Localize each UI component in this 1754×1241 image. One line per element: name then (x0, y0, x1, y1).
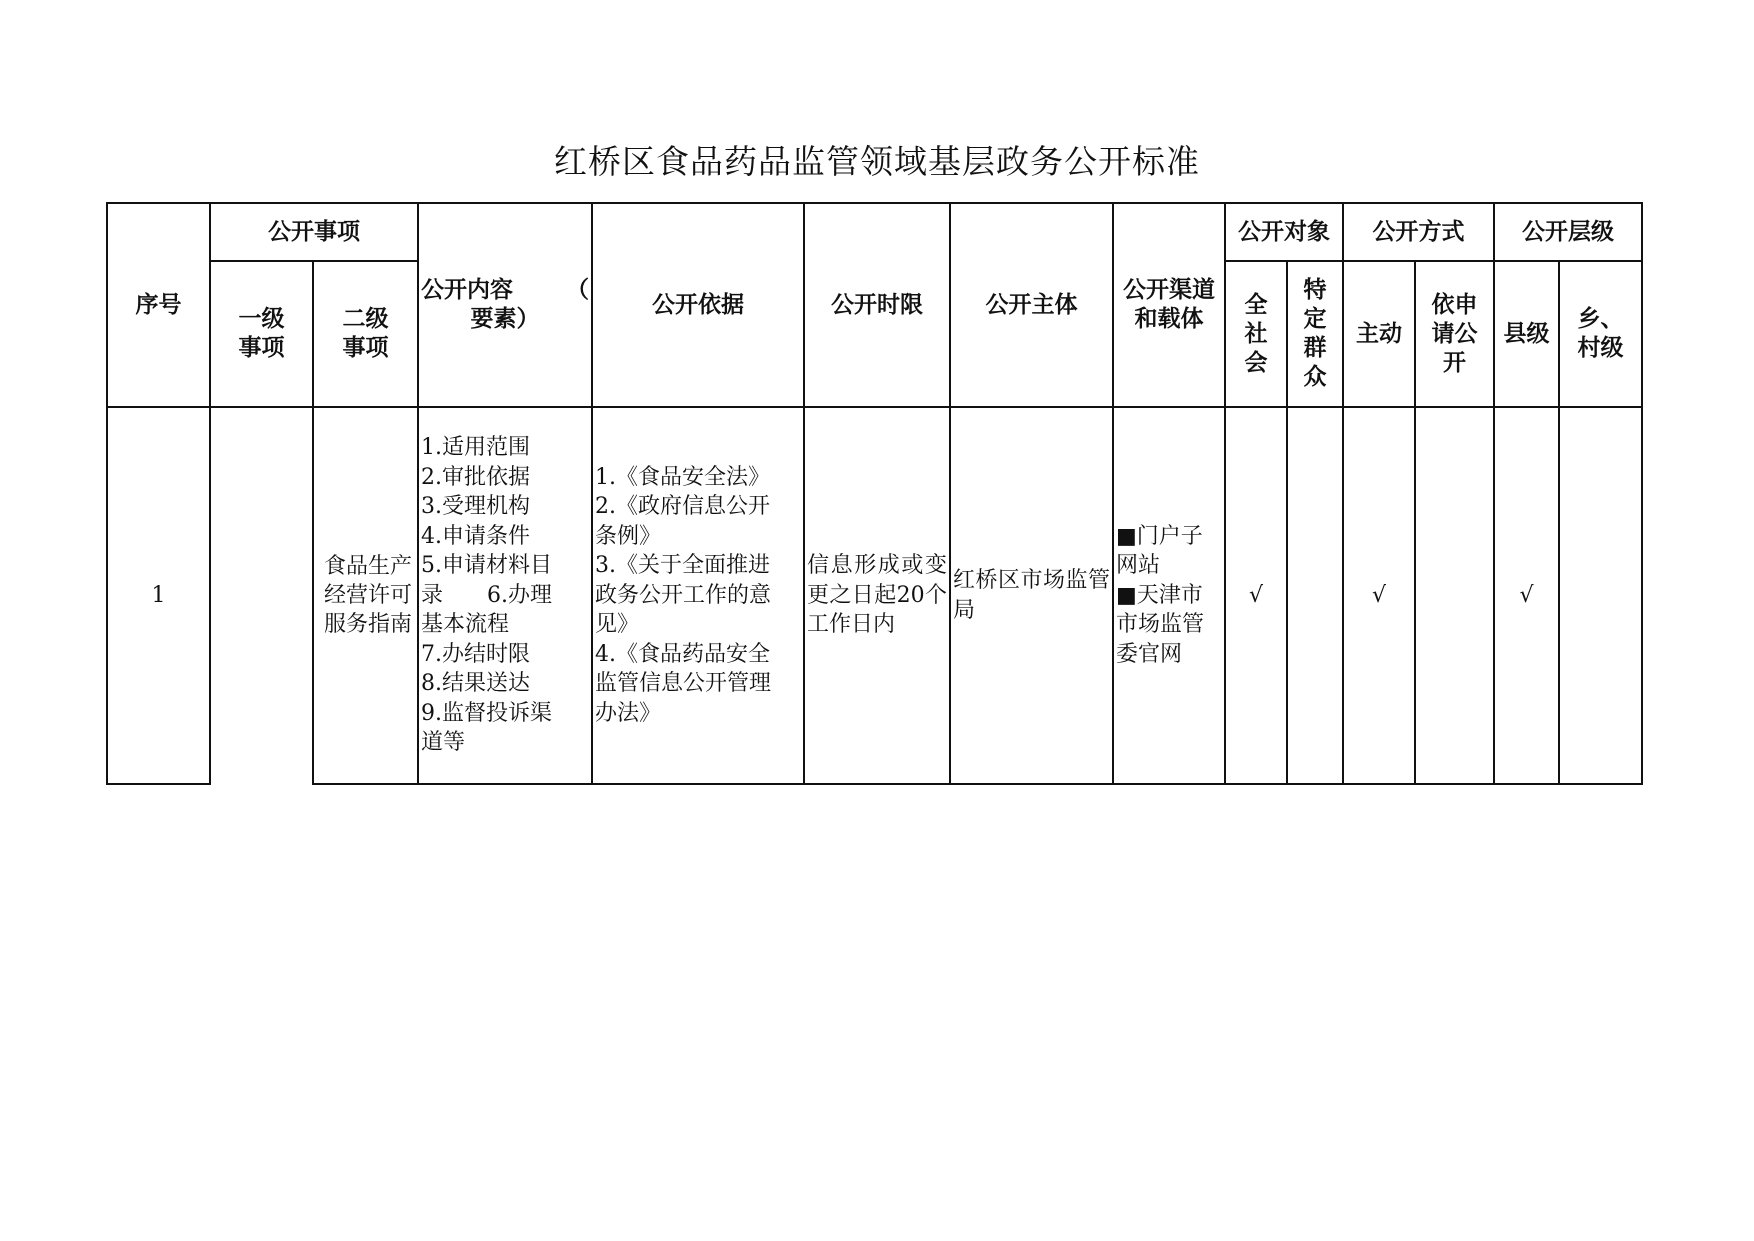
header-method-active: 主动 (1343, 261, 1415, 407)
content-line: 9.监督投诉渠 (421, 700, 552, 726)
content-line: 道等 (421, 730, 466, 756)
row-time-limit: 信息形成或变更之日起20个工作日内 (804, 407, 950, 784)
header-content-part2: （ (566, 277, 589, 303)
basis-line: 4.《食品药品安全 (595, 641, 770, 667)
channel-line: ■门户子 (1116, 523, 1203, 549)
row-level1 (210, 407, 313, 784)
disclosure-standard-table (106, 202, 1643, 785)
basis-line: 3.《关于全面推进 (595, 553, 770, 579)
header-channel-line1: 公开渠道 (1123, 277, 1215, 303)
row-level-county-check: √ (1494, 407, 1559, 784)
content-line: 基本流程 (421, 612, 510, 638)
channel-line: ■天津市 (1116, 582, 1203, 608)
content-line: 1.适用范围 (421, 435, 530, 461)
header-level-village (1559, 261, 1642, 407)
header-method-group: 公开方式 (1343, 203, 1494, 261)
header-seq: 序号 (107, 203, 210, 407)
channel-line: 网站 (1116, 553, 1161, 579)
row-target-specific-check (1287, 407, 1343, 784)
row-basis (592, 407, 804, 784)
header-level-village-line2: 村级 (1577, 335, 1624, 361)
header-level1: 一级事项 (210, 261, 313, 407)
header-subject: 公开主体 (950, 203, 1113, 407)
row-target-all-check: √ (1225, 407, 1287, 784)
header-level-county: 县级 (1494, 261, 1559, 407)
header-content-part1: 公开内容 (421, 277, 513, 303)
header-row-1 (107, 203, 1642, 261)
table-row (107, 407, 1642, 784)
basis-line: 条例》 (595, 523, 662, 549)
header-basis: 公开依据 (592, 203, 804, 407)
content-line: 4.申请条件 (421, 523, 530, 549)
page-title: 红桥区食品药品监管领域基层政务公开标准 (554, 142, 1200, 181)
channel-line: 委官网 (1116, 641, 1183, 667)
channel-line: 市场监管 (1116, 612, 1205, 638)
header-method-request-line3: 开 (1443, 349, 1466, 376)
header-item-group: 公开事项 (210, 203, 418, 261)
content-line: 7.办结时限 (421, 641, 530, 667)
content-line: 录 6.办理 (421, 582, 552, 608)
row-method-active-check: √ (1343, 407, 1415, 784)
header-channel (1113, 203, 1225, 407)
header-content-part3: 要素） (470, 306, 540, 332)
header-level-village-line1: 乡、 (1577, 306, 1624, 332)
header-method-request (1415, 261, 1494, 407)
header-channel-line2: 和载体 (1134, 306, 1204, 332)
header-time-limit: 公开时限 (804, 203, 950, 407)
content-line: 5.申请材料目 (421, 553, 552, 579)
content-line: 8.结果送达 (421, 671, 530, 697)
header-level-group: 公开层级 (1494, 203, 1642, 261)
header-method-request-line2: 请公 (1431, 320, 1478, 347)
basis-line: 2.《政府信息公开 (595, 494, 770, 520)
row-level-village-check (1559, 407, 1642, 784)
row-subject: 红桥区市场监管局 (950, 407, 1113, 784)
header-target-group: 公开对象 (1225, 203, 1343, 261)
header-level2: 二级事项 (313, 261, 418, 407)
row-content (418, 407, 592, 784)
basis-line: 办法》 (595, 700, 662, 726)
row-seq: 1 (107, 407, 210, 784)
header-content (418, 203, 592, 407)
basis-line: 1.《食品安全法》 (595, 464, 770, 490)
header-target-specific: 特定群众 (1287, 261, 1343, 407)
row-method-request-check (1415, 407, 1494, 784)
basis-line: 政务公开工作的意 (595, 582, 772, 608)
row-channel (1113, 407, 1225, 784)
content-line: 3.受理机构 (421, 494, 530, 520)
basis-line: 见》 (595, 612, 640, 638)
row-level2: 食品生产经营许可服务指南 (313, 407, 418, 784)
content-line: 2.审批依据 (421, 464, 530, 490)
basis-line: 监管信息公开管理 (595, 671, 772, 697)
header-target-all: 全社会 (1225, 261, 1287, 407)
header-method-request-line1: 依申 (1431, 291, 1478, 318)
